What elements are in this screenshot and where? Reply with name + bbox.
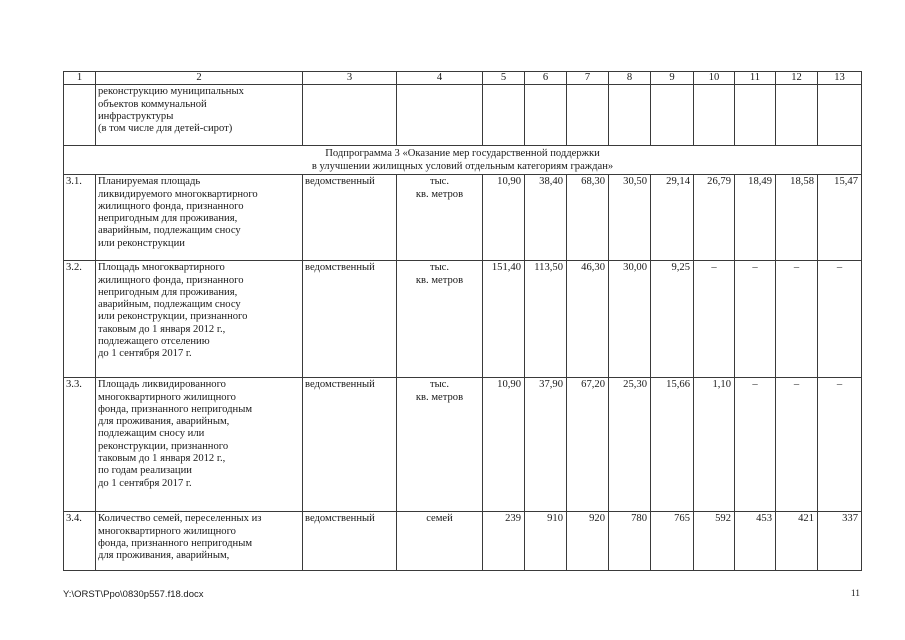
column-number: 12 [776,72,818,85]
value-cell: 26,79 [694,175,735,261]
value-cell: 18,58 [776,175,818,261]
value-cell [567,85,609,146]
page-number: 11 [850,589,860,599]
value-cell: 30,00 [609,261,651,378]
value-cell [776,85,818,146]
row-number: 3.1. [64,175,96,261]
column-number: 5 [483,72,525,85]
value-cell: 30,50 [609,175,651,261]
value-cell: 421 [776,512,818,571]
row-number [64,85,96,146]
indicator-name: реконструкцию муниципальных объектов коммунальной инфраструктуры (в том числе для детей-сирот) [96,85,303,146]
column-number: 4 [397,72,483,85]
value-cell [651,85,694,146]
column-number: 7 [567,72,609,85]
value-cell [609,85,651,146]
row-number: 3.2. [64,261,96,378]
table-row [64,175,862,261]
column-number: 9 [651,72,694,85]
indicator-name: Количество семей, переселенных из многоквартирного жилищного фонда, признанного непригодным для проживания, аварийным, [96,512,303,571]
column-number: 6 [525,72,567,85]
unit: семей [397,512,483,571]
value-cell [818,85,862,146]
value-cell: 920 [567,512,609,571]
column-number: 13 [818,72,862,85]
value-cell [483,85,525,146]
row-number: 3.4. [64,512,96,571]
row-number: 3.3. [64,378,96,512]
indicator-name: Площадь многоквартирного жилищного фонда, признанного непригодным для проживания, аварийным, подлежащим сносу или реконструкции, признанного таковым до 1 января 2012 г., подлежащего отселению до 1 сентября 2017 г. [96,261,303,378]
value-cell: – [776,378,818,512]
value-cell: 337 [818,512,862,571]
value-cell: 9,25 [651,261,694,378]
column-number: 1 [64,72,96,85]
value-cell: – [776,261,818,378]
value-cell: 453 [735,512,776,571]
subprogram-title: Подпрограмма 3 «Оказание мер государственной поддержки в улучшении жилищных условий отдельным категориям граждан» [64,146,862,175]
value-cell: 25,30 [609,378,651,512]
table-row [64,261,862,378]
indicators-table [63,71,862,571]
value-cell [694,85,735,146]
data-source: ведомственный [303,378,397,512]
table-row [64,378,862,512]
value-cell: 15,47 [818,175,862,261]
table-row-continued [64,85,862,146]
data-source: ведомственный [303,512,397,571]
value-cell: – [818,261,862,378]
unit [397,85,483,146]
value-cell: 592 [694,512,735,571]
unit: тыс. кв. метров [397,175,483,261]
value-cell [525,85,567,146]
value-cell: 113,50 [525,261,567,378]
value-cell: 151,40 [483,261,525,378]
indicator-name: Планируемая площадь ликвидируемого многоквартирного жилищного фонда, признанного непригодным для проживания, аварийным, подлежащим сносу или реконструкции [96,175,303,261]
data-source: ведомственный [303,261,397,378]
subprogram-title-row [64,146,862,175]
value-cell: 46,30 [567,261,609,378]
value-cell: 37,90 [525,378,567,512]
unit: тыс. кв. метров [397,378,483,512]
value-cell: 1,10 [694,378,735,512]
value-cell: 10,90 [483,175,525,261]
value-cell: 765 [651,512,694,571]
value-cell: 910 [525,512,567,571]
value-cell: – [818,378,862,512]
value-cell: 15,66 [651,378,694,512]
value-cell: – [694,261,735,378]
unit: тыс. кв. метров [397,261,483,378]
column-number: 2 [96,72,303,85]
column-number-row [64,72,862,85]
value-cell: 780 [609,512,651,571]
column-number: 3 [303,72,397,85]
footer-file-path: Y:\ORST\Ppo\0830p557.f18.docx [63,589,204,600]
value-cell: 38,40 [525,175,567,261]
value-cell: 67,20 [567,378,609,512]
value-cell: 18,49 [735,175,776,261]
column-number: 10 [694,72,735,85]
column-number: 8 [609,72,651,85]
data-source: ведомственный [303,175,397,261]
table-row [64,512,862,571]
indicator-name: Площадь ликвидированного многоквартирного жилищного фонда, признанного непригодным для проживания, аварийным, подлежащим сносу или реконструкции, признанного таковым до 1 января 2012 г., по годам реализации до 1 сентября 2017 г. [96,378,303,512]
value-cell: 29,14 [651,175,694,261]
column-number: 11 [735,72,776,85]
value-cell: 10,90 [483,378,525,512]
value-cell [735,85,776,146]
value-cell: – [735,261,776,378]
value-cell: – [735,378,776,512]
value-cell: 239 [483,512,525,571]
data-source [303,85,397,146]
value-cell: 68,30 [567,175,609,261]
